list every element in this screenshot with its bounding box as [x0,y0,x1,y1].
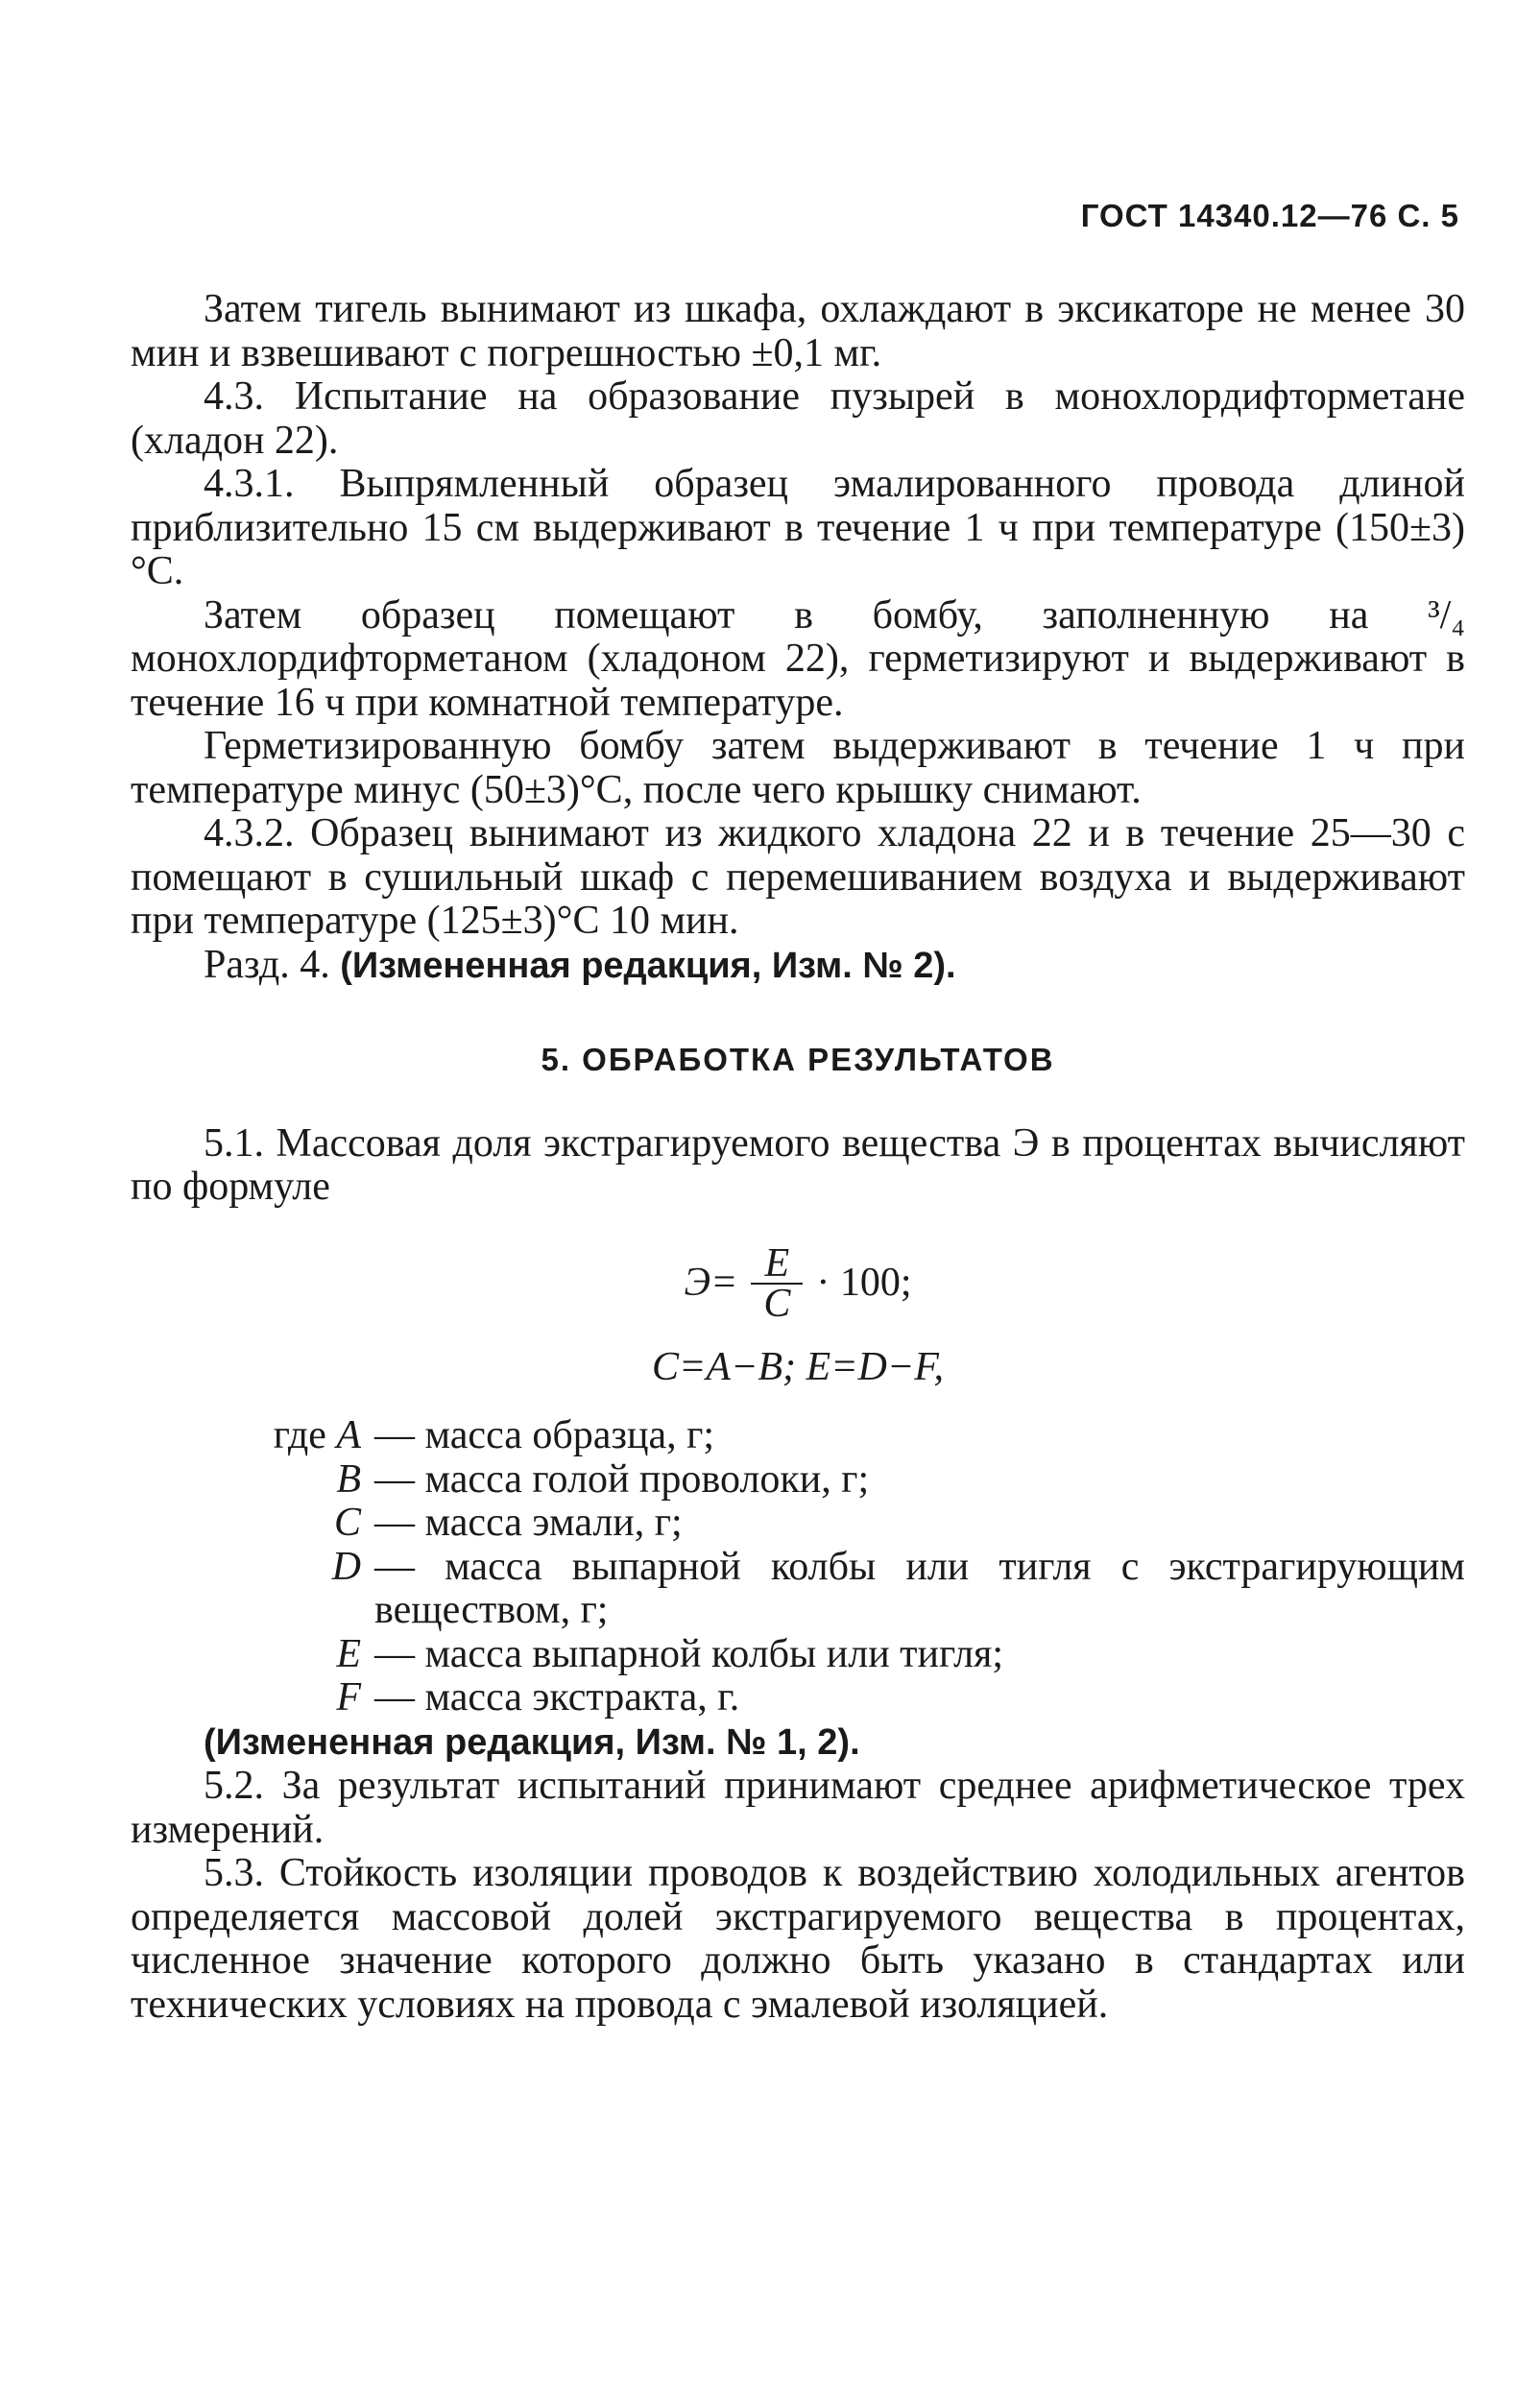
razd-amendment-note: (Измененная редакция, Изм. № 2). [340,945,956,986]
formula-rhs: · 100; [816,1260,912,1305]
paragraph-4-3: 4.3. Испытание на образование пузырей в монохлордифторметане (хладон 22). [131,374,1465,463]
legend-symbol: F [336,1675,361,1720]
legend-row [131,1458,1465,1503]
legend-text: — масса эмали, г; [374,1501,683,1545]
formula-fraction [751,1240,803,1326]
formula-secondary: C=A−B; E=D−F, [652,1344,944,1389]
legend-row [131,1546,1465,1633]
legend-where: где [273,1413,326,1457]
amendment-note-1-2: (Измененная редакция, Изм. № 1, 2). [204,1721,860,1763]
legend-text: — масса образца, г; [374,1413,714,1457]
paragraph-4-3-1: 4.3.1. Выпрямленный образец эмалированного провода длиной приблизительно 15 см выдерживают в течение 1 ч при температуре (150±3)°С. [131,462,1465,593]
legend-text: — масса выпарной колбы или тигля с экстрагирующим веществом, г; [374,1544,1465,1632]
formula-block [131,1240,1465,1390]
legend-row [131,1676,1465,1720]
paragraph-4-3-1-c: Герметизированную бомбу затем выдерживают в течение 1 ч при температуре минус (50±3)°С, после чего крышку снимают. [131,724,1465,812]
formula-main [131,1240,1465,1326]
paragraph-4-3-1-b: Затем образец помещают в бомбу, заполненную на ³/₄ монохлордифторметаном (хладоном 22), герметизируют и выдерживают в течение 16 ч при комнатной температуре. [131,592,1465,725]
formula-denominator: C [763,1281,791,1326]
section-5-title: 5. ОБРАБОТКА РЕЗУЛЬТАТОВ [541,1042,1055,1077]
legend-symbol: B [336,1456,361,1502]
legend-symbol: A [336,1413,361,1457]
legend-row [131,1633,1465,1677]
paragraph-5-1: 5.1. Массовая доля экстрагируемого вещества Э в процентах вычисляют по формуле [131,1120,1465,1209]
legend-symbol: C [333,1501,361,1545]
paragraph-4-3-2: 4.3.2. Образец вынимают из жидкого хладона 22 и в течение 25—30 с помещают в сушильный шкаф с перемешиванием воздуха и выдерживают при температуре (125±3)°С 10 мин. [131,811,1465,943]
legend-row [131,1414,1465,1458]
legend-symbol: E [336,1631,361,1676]
formula-lhs: Э= [684,1260,738,1305]
paragraph-5-2: 5.2. За результат испытаний принимают среднее арифметическое трех измерений. [131,1764,1465,1852]
razd-prefix: Разд. 4. [204,942,330,987]
variable-legend [131,1414,1465,1720]
legend-text: — масса экстракта, г. [374,1675,740,1720]
formula-numerator: E [764,1240,790,1286]
legend-symbol: D [331,1544,361,1589]
razd-note-line [131,944,1465,989]
page-header: ГОСТ 14340.12—76 С. 5 [1080,198,1459,233]
paragraph-5-3: 5.3. Стойкость изоляции проводов к воздействию холодильных агентов определяется массовой долей экстрагируемого вещества в процентах, численное значение которого должно быть указано в стандартах или технических условиях на провода с эмалевой изоляцией. [131,1851,1465,2027]
legend-row [131,1502,1465,1546]
legend-text: — масса выпарной колбы или тигля; [374,1631,1004,1676]
document-body [131,288,1465,2027]
paragraph-intro: Затем тигель вынимают из шкафа, охлаждают в эксикаторе не менее 30 мин и взвешивают с погрешностью ±0,1 мг. [131,287,1465,375]
legend-text: — масса голой проволоки, г; [374,1456,870,1502]
